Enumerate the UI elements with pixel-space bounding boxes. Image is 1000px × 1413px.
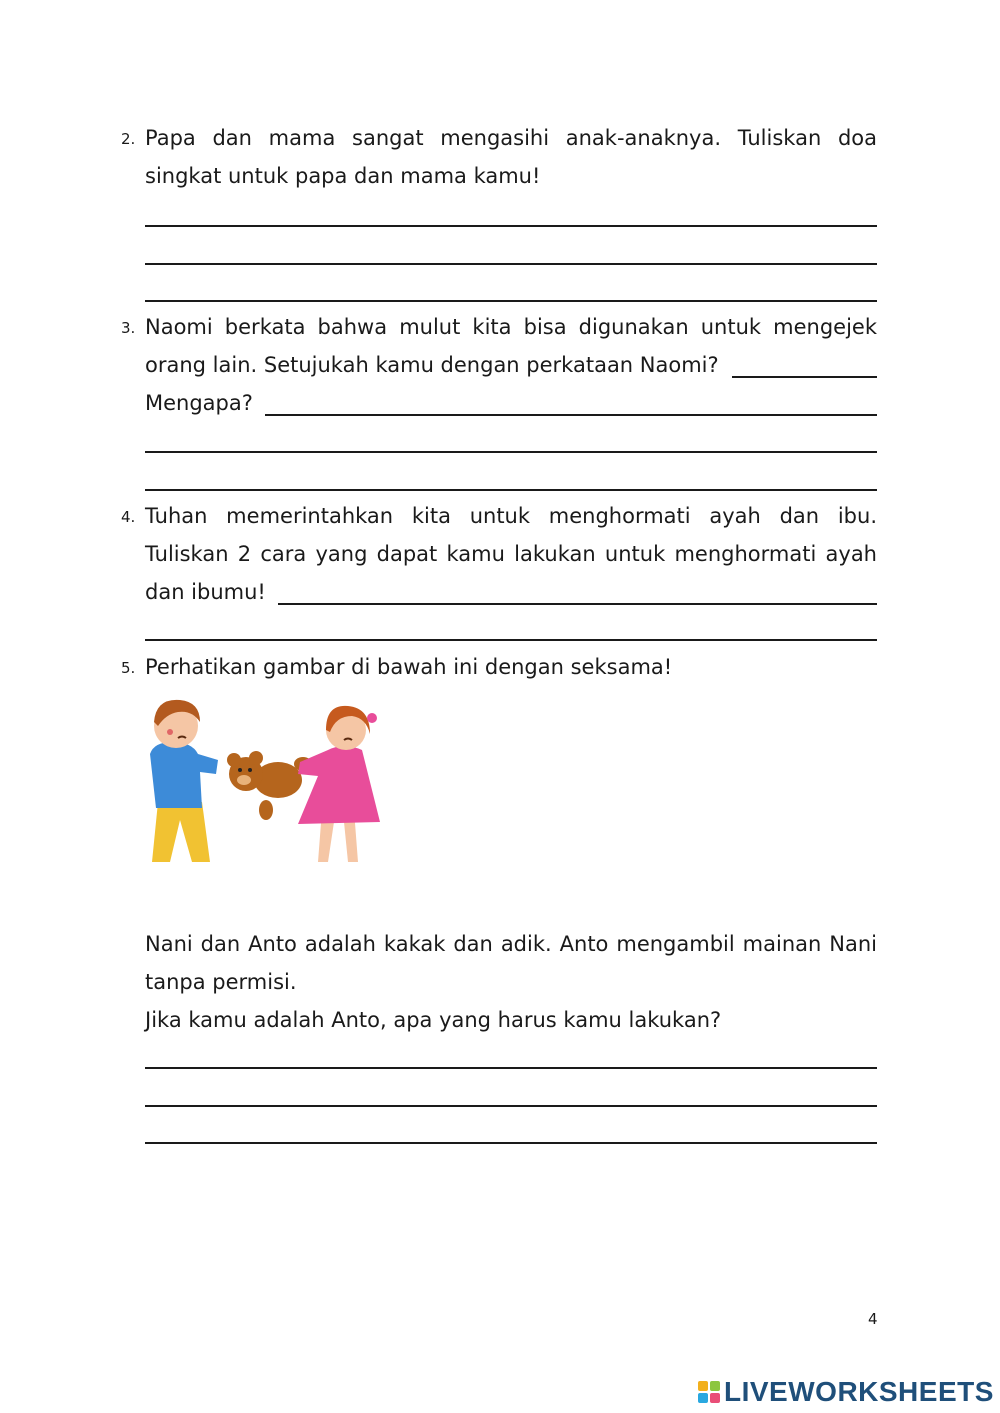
question-text: Mengapa? [145, 391, 253, 415]
brand-grid-icon [698, 1381, 720, 1403]
question-number: 4. [121, 508, 136, 526]
story-line: tanpa permisi. [145, 970, 297, 994]
teddy-bear [227, 751, 312, 820]
girl-figure [298, 706, 380, 862]
answer-line[interactable] [145, 300, 877, 302]
boy-figure [150, 700, 218, 862]
question-text: orang lain. Setujukah kamu dengan perkataan Naomi? [145, 353, 719, 377]
question-5 [121, 648, 877, 686]
question-4 [121, 497, 877, 611]
answer-blank[interactable] [278, 577, 877, 605]
answer-line[interactable] [145, 489, 877, 491]
question-3 [121, 308, 877, 422]
children-tug-of-war-illustration [148, 692, 400, 867]
question-text: singkat untuk papa dan mama kamu! [145, 164, 541, 188]
answer-blank[interactable] [265, 388, 877, 416]
question-text: Tuhan memerintahkan kita untuk menghormati ayah dan ibu. [145, 504, 877, 528]
story-line: Nani dan Anto adalah kakak dan adik. Anto mengambil mainan Nani [145, 932, 877, 956]
question-number: 5. [121, 659, 136, 677]
answer-line[interactable] [145, 263, 877, 265]
question-text: Papa dan mama sangat mengasihi anak-anaknya. Tuliskan doa [145, 126, 877, 150]
answer-blank[interactable] [732, 350, 877, 378]
answer-line[interactable] [145, 1105, 877, 1107]
liveworksheets-logo[interactable] [698, 1376, 994, 1408]
answer-line[interactable] [145, 639, 877, 641]
brand-name: LIVEWORKSHEETS [724, 1376, 994, 1407]
question-text: Naomi berkata bahwa mulut kita bisa digunakan untuk mengejek [145, 315, 877, 339]
question-text: dan ibumu! [145, 580, 266, 604]
question-number: 2. [121, 130, 136, 148]
question-text: Perhatikan gambar di bawah ini dengan seksama! [145, 655, 673, 679]
story-question: Jika kamu adalah Anto, apa yang harus kamu lakukan? [145, 1008, 722, 1032]
answer-line[interactable] [145, 1067, 877, 1069]
answer-line[interactable] [145, 451, 877, 453]
answer-line[interactable] [145, 1142, 877, 1144]
question-text: Tuliskan 2 cara yang dapat kamu lakukan untuk menghormati ayah [145, 542, 877, 566]
story-text [145, 925, 877, 1039]
question-number: 3. [121, 319, 136, 337]
page-number: 4 [868, 1310, 878, 1328]
answer-line[interactable] [145, 225, 877, 227]
question-2 [121, 119, 877, 195]
